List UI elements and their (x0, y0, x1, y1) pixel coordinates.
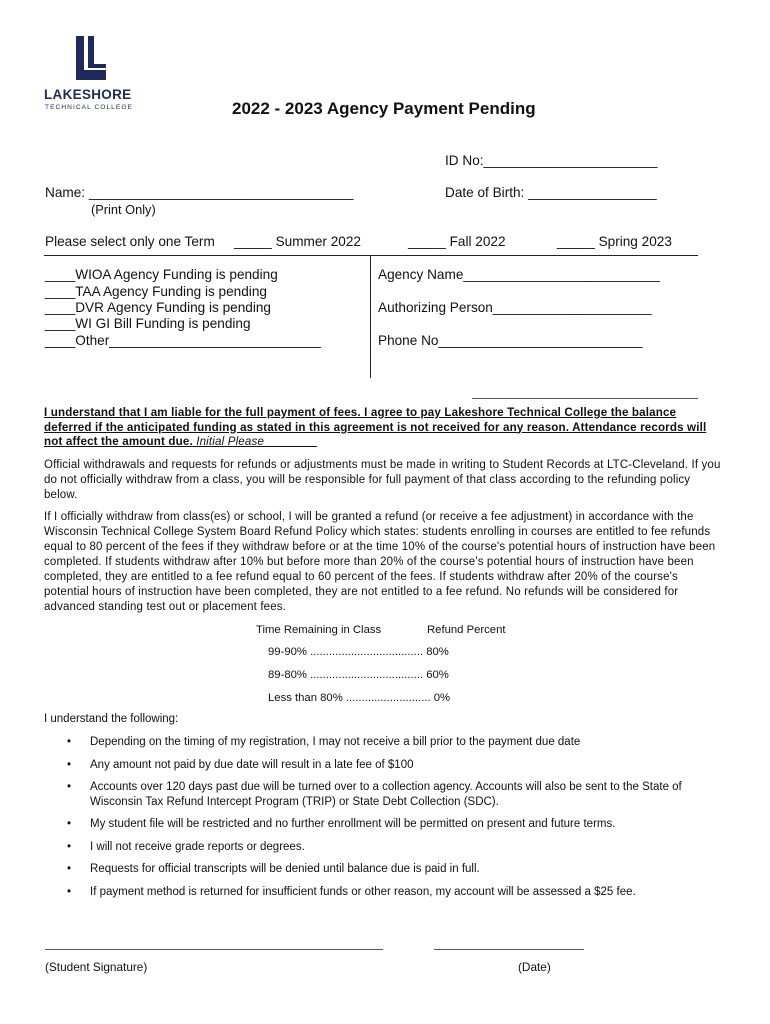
agreement-text: I understand that I am liable for the full payment of fees. I agree to pay Lakeshore Technical College the balance deferred if the anticipated funding as stated in this agreement is not received for any reason. Attendance records will not affect the amount due. (44, 406, 707, 448)
list-item: • Requests for official transcripts will be denied until balance due is paid in full. (67, 863, 480, 875)
bullet-icon: • (67, 818, 72, 830)
bullet-icon: • (67, 840, 72, 853)
college-logo (44, 32, 136, 118)
funding-option-wioa[interactable]: ____WIOA Agency Funding is pending (45, 267, 278, 282)
refund-row: 89-80% .................................... 60% (268, 669, 449, 681)
student-signature-label: (Student Signature) (45, 960, 148, 974)
term-fall-option[interactable]: _____ Fall 2022 (408, 234, 506, 249)
date-line[interactable] (434, 949, 584, 950)
bullet-icon: • (67, 736, 72, 748)
id-number-field[interactable]: ID No:_______________________ (445, 153, 658, 168)
bullet-icon: • (67, 781, 72, 793)
date-of-birth-field[interactable]: Date of Birth: _________________ (445, 185, 657, 200)
refund-policy-paragraph: If I officially withdraw from class(es) or school, I will be granted a refund (or receive a fee adjustment) in accordance with the Wisconsin Technical College System Board Refund Policy which states: students enrolling in courses are entitled to fee refunds equal to 80 percent of the fees if they withdraw before or at the time 10% of the course's potential hours of instruction have been completed. If students withdraw after 10% but before more than 20% of the course's potential hours of instruction have been completed, they are entitled to a fee refund equal to 60 percent of the fees. If students withdraw after 20% of the course's potential hours of instruction have been completed, they are not entitled to a fee refund. No refunds will be considered for advanced standing test out or placement fees. (44, 511, 716, 613)
terms-list (44, 735, 724, 899)
student-signature-line[interactable] (45, 949, 383, 950)
term-spring-option[interactable]: _____ Spring 2023 (557, 234, 672, 249)
lakeshore-logo-icon (74, 34, 108, 82)
agency-name-field[interactable]: Agency Name__________________________ (378, 267, 660, 282)
bullet-icon: • (67, 758, 72, 771)
funding-option-dvr[interactable]: ____DVR Agency Funding is pending (45, 300, 271, 315)
refund-row: Less than 80% ........................... 0% (268, 692, 451, 704)
bullet-icon: • (67, 885, 72, 898)
authorization-signature-line[interactable] (472, 398, 698, 399)
name-field[interactable]: Name: ___________________________________ (45, 185, 354, 200)
list-item: • If payment method is returned for insufficient funds or other reason, my account will be assessed a $25 fee. (67, 885, 636, 898)
term-prompt: Please select only one Term (45, 234, 215, 249)
initial-field[interactable]: Initial Please________ (196, 435, 317, 448)
agreement-statement (44, 406, 724, 450)
logo-subtitle: TECHNICAL COLLEGE (45, 104, 133, 111)
form-title: 2022 - 2023 Agency Payment Pending (232, 99, 536, 118)
term-summer-option[interactable]: _____ Summer 2022 (234, 234, 361, 249)
refund-table-col-percent: Refund Percent (427, 624, 506, 636)
list-item: • My student file will be restricted and no further enrollment will be permitted on present and future terms. (67, 818, 616, 830)
refund-table-col-time: Time Remaining in Class (256, 624, 382, 636)
bullet-icon: • (67, 863, 72, 875)
list-item: • Any amount not paid by due date will result in a late fee of $100 (67, 758, 414, 771)
column-divider (370, 256, 371, 378)
funding-option-taa[interactable]: ____TAA Agency Funding is pending (45, 284, 267, 299)
funding-option-gi-bill[interactable]: ____WI GI Bill Funding is pending (45, 316, 251, 331)
funding-option-other[interactable]: ____Other____________________________ (45, 333, 321, 348)
section-divider (44, 255, 698, 256)
print-only-note: (Print Only) (91, 202, 156, 217)
logo-name: LAKESHORE (44, 87, 132, 102)
date-label: (Date) (518, 960, 551, 974)
understand-label: I understand the following: (44, 713, 179, 725)
list-item: • Accounts over 120 days past due will be turned over to a collection agency. Accounts will also be sent to the State of Wisconsin Tax Refund Intercept Program (TRIP) or State Debt Collection (SDC). (67, 781, 682, 808)
authorizing-person-field[interactable]: Authorizing Person_____________________ (378, 300, 652, 315)
withdrawal-paragraph: Official withdrawals and requests for refunds or adjustments must be made in writing to Student Records at LTC-Cleveland. If you do not officially withdraw from a class, you will be responsible for full payment of that class according to the refunding policy below. (44, 459, 721, 501)
refund-row: 99-90% .................................... 80% (268, 646, 449, 658)
phone-number-field[interactable]: Phone No___________________________ (378, 333, 643, 348)
list-item: • Depending on the timing of my registration, I may not receive a bill prior to the payment due date (67, 736, 581, 748)
list-item: • I will not receive grade reports or degrees. (67, 840, 305, 853)
